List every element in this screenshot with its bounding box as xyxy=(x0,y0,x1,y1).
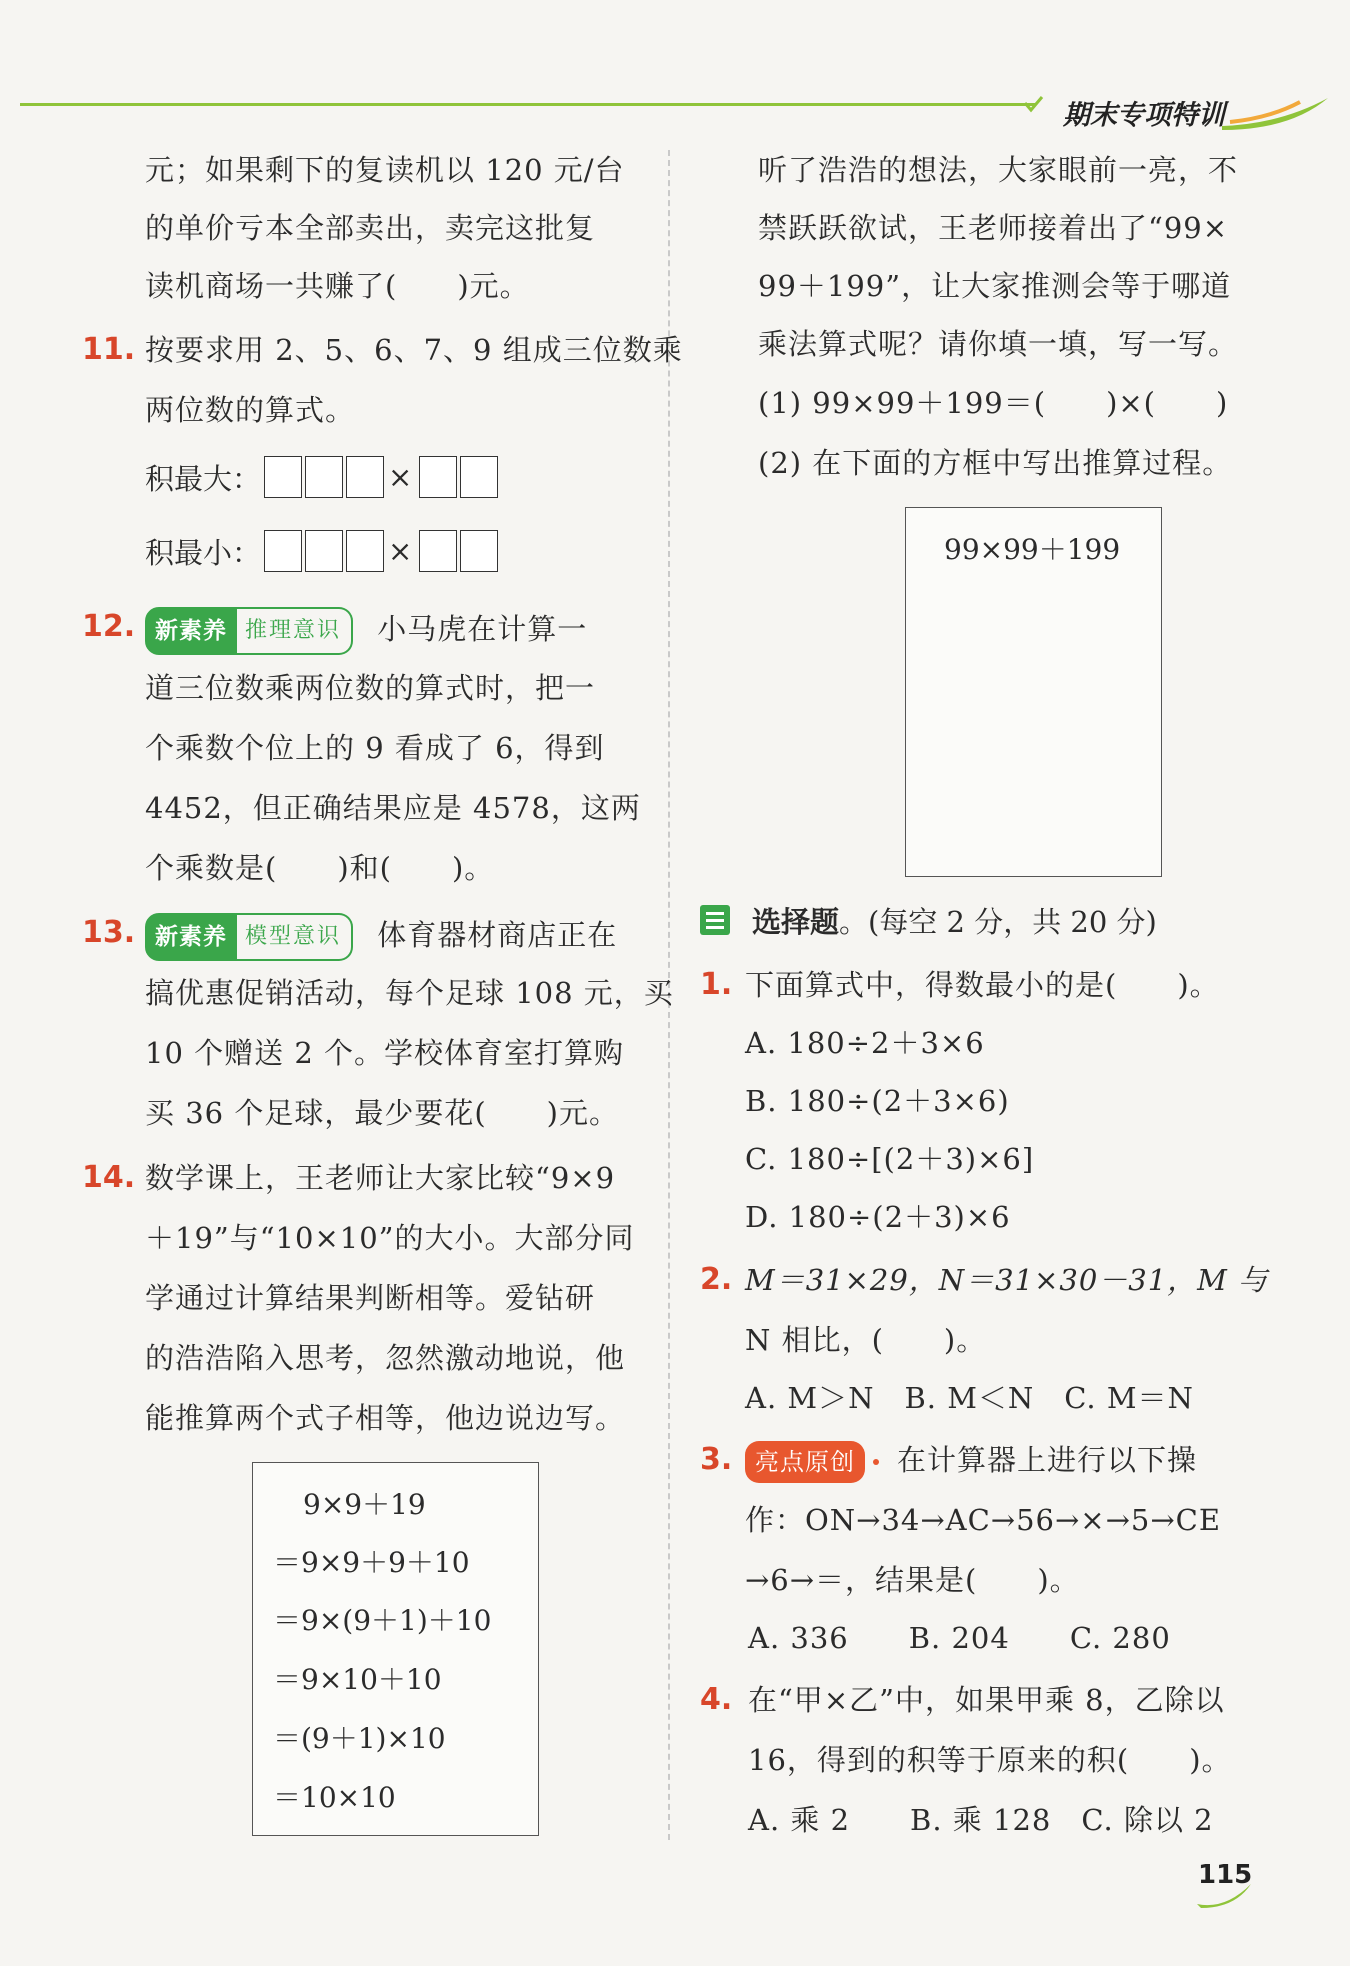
q14-cont-text: 99＋199”，让大家推测会等于哪道 xyxy=(758,269,1232,303)
choice3-text: 作：ON→34→AC→56→×→5→CE xyxy=(745,1503,1221,1537)
choice1-option-c[interactable]: C. 180÷[(2＋3)×6] xyxy=(745,1142,1035,1176)
answer-work-box[interactable] xyxy=(905,507,1162,877)
digit-box[interactable] xyxy=(305,456,343,498)
section-title xyxy=(752,902,1157,942)
work-box-heading: 99×99＋199 xyxy=(944,533,1121,566)
digit-box[interactable] xyxy=(305,530,343,572)
q10-line: 的单价亏本全部卖出，卖完这批复 xyxy=(145,211,596,245)
choice2-text: N 相比，( )。 xyxy=(745,1323,987,1357)
q12-text: 小马虎在计算一 xyxy=(377,612,588,646)
question-number: 11. xyxy=(82,332,136,367)
digit-box[interactable] xyxy=(419,530,457,572)
q13-text: 体育器材商店正在 xyxy=(377,918,618,952)
choice4-text: 16，得到的积等于原来的积( )。 xyxy=(748,1743,1232,1777)
choice1-option-a[interactable]: A. 180÷2＋3×6 xyxy=(745,1026,985,1060)
digit-box[interactable] xyxy=(264,530,302,572)
question-number: 2. xyxy=(700,1262,733,1297)
q11-text: 按要求用 2、5、6、7、9 组成三位数乘 xyxy=(145,333,683,367)
digit-box[interactable] xyxy=(264,456,302,498)
digit-box[interactable] xyxy=(346,456,384,498)
q14-sub1: (1) 99×99＋199＝( )×( ) xyxy=(758,386,1229,420)
choice4-text: 在“甲×乙”中，如果甲乘 8，乙除以 xyxy=(748,1683,1225,1717)
question-number: 3. xyxy=(700,1442,733,1477)
question-number: 4. xyxy=(700,1682,733,1717)
page-number: 115 xyxy=(1198,1860,1253,1890)
calc-step: ＝9×9＋9＋10 xyxy=(273,1546,470,1579)
q11-text: 两位数的算式。 xyxy=(145,393,356,427)
q14-text: ＋19”与“10×10”的大小。大部分同 xyxy=(145,1221,635,1255)
choice2-text: M＝31×29，N＝31×30－31，M 与 xyxy=(745,1263,1269,1297)
min-product-row xyxy=(145,530,498,572)
q14-text: 数学课上，王老师让大家比较“9×9 xyxy=(145,1161,616,1195)
choice3-first-line xyxy=(745,1440,1197,1483)
q10-line: 读机商场一共赚了( )元。 xyxy=(145,269,530,303)
question-number: 12. xyxy=(82,609,136,644)
max-label: 积最大： xyxy=(145,461,262,496)
max-product-row xyxy=(145,456,498,498)
question-number: 14. xyxy=(82,1160,136,1195)
calc-step: ＝10×10 xyxy=(273,1781,396,1814)
worked-calculation-box xyxy=(252,1462,539,1836)
q14-text: 的浩浩陷入思考，忽然激动地说，他 xyxy=(145,1341,626,1375)
q12-text: 道三位数乘两位数的算式时，把一 xyxy=(145,671,596,705)
header-title: 期末专项特训 xyxy=(1063,100,1225,131)
q13-text: 搞优惠促销活动，每个足球 108 元，买 xyxy=(145,976,674,1010)
digit-box[interactable] xyxy=(460,530,498,572)
question-number: 1. xyxy=(700,967,733,1002)
q13-first-line xyxy=(145,913,617,961)
times-sign: × xyxy=(388,460,413,494)
choice4-options[interactable]: A. 乘 2 B. 乘 128 C. 除以 2 xyxy=(748,1803,1214,1837)
badge-main: 新素养 xyxy=(145,607,237,655)
q14-cont-text: 乘法算式呢？请你填一填，写一写。 xyxy=(758,327,1239,361)
q13-text: 10 个赠送 2 个。学校体育室打算购 xyxy=(145,1036,625,1070)
q14-sub2: (2) 在下面的方框中写出推算过程。 xyxy=(758,446,1233,480)
digit-box[interactable] xyxy=(419,456,457,498)
calc-step: ＝9×(9＋1)＋10 xyxy=(273,1604,492,1637)
q14-cont-text: 禁跃跃欲试，王老师接着出了“99× xyxy=(758,211,1229,245)
checkmark-icon xyxy=(1022,93,1044,115)
page-swoosh-icon xyxy=(1195,1880,1255,1910)
section-note: 。(每空 2 分，共 20 分) xyxy=(839,905,1157,939)
choice3-text: →6→＝，结果是( )。 xyxy=(745,1563,1080,1597)
literacy-badge xyxy=(145,913,353,961)
choice1-option-d[interactable]: D. 180÷(2＋3)×6 xyxy=(745,1200,1011,1234)
times-sign: × xyxy=(388,534,413,568)
min-label: 积最小： xyxy=(145,535,262,570)
q12-first-line xyxy=(145,607,587,655)
section-title-text: 选择题 xyxy=(752,905,840,939)
choice2-options[interactable]: A. M＞N B. M＜N C. M＝N xyxy=(745,1381,1194,1415)
q14-cont-text: 听了浩浩的想法，大家眼前一亮，不 xyxy=(758,153,1239,187)
q12-text: 个乘数个位上的 9 看成了 6，得到 xyxy=(145,731,605,765)
q14-text: 能推算两个式子相等，他边说边写。 xyxy=(145,1401,626,1435)
badge-sub: 推理意识 xyxy=(237,607,353,655)
choice3-text: 在计算器上进行以下操 xyxy=(897,1443,1198,1477)
choice3-options[interactable]: A. 336 B. 204 C. 280 xyxy=(748,1621,1171,1655)
original-badge: 亮点原创 xyxy=(745,1441,865,1483)
calc-step: ＝9×10＋10 xyxy=(273,1663,442,1696)
literacy-badge xyxy=(145,607,353,655)
choice1-text: 下面算式中，得数最小的是( )。 xyxy=(745,968,1220,1002)
calc-step: 9×9＋19 xyxy=(303,1488,426,1521)
q14-text: 学通过计算结果判断相等。爱钻研 xyxy=(145,1281,596,1315)
q10-line: 元；如果剩下的复读机以 120 元/台 xyxy=(145,153,625,187)
header-rule xyxy=(20,103,1035,106)
calc-step: ＝(9＋1)×10 xyxy=(273,1722,446,1755)
section-three-icon xyxy=(700,905,730,935)
q13-text: 买 36 个足球，最少要花( )元。 xyxy=(145,1096,619,1130)
digit-box[interactable] xyxy=(460,456,498,498)
badge-sub: 模型意识 xyxy=(237,913,353,961)
question-number: 13. xyxy=(82,915,136,950)
q12-text: 4452，但正确结果应是 4578，这两 xyxy=(145,791,641,825)
badge-main: 新素养 xyxy=(145,913,237,961)
choice1-option-b[interactable]: B. 180÷(2＋3×6) xyxy=(745,1084,1010,1118)
digit-box[interactable] xyxy=(346,530,384,572)
q12-text: 个乘数是( )和( )。 xyxy=(145,851,495,885)
badge-dot-icon xyxy=(873,1459,879,1465)
swoosh-decoration-icon xyxy=(1220,96,1330,132)
